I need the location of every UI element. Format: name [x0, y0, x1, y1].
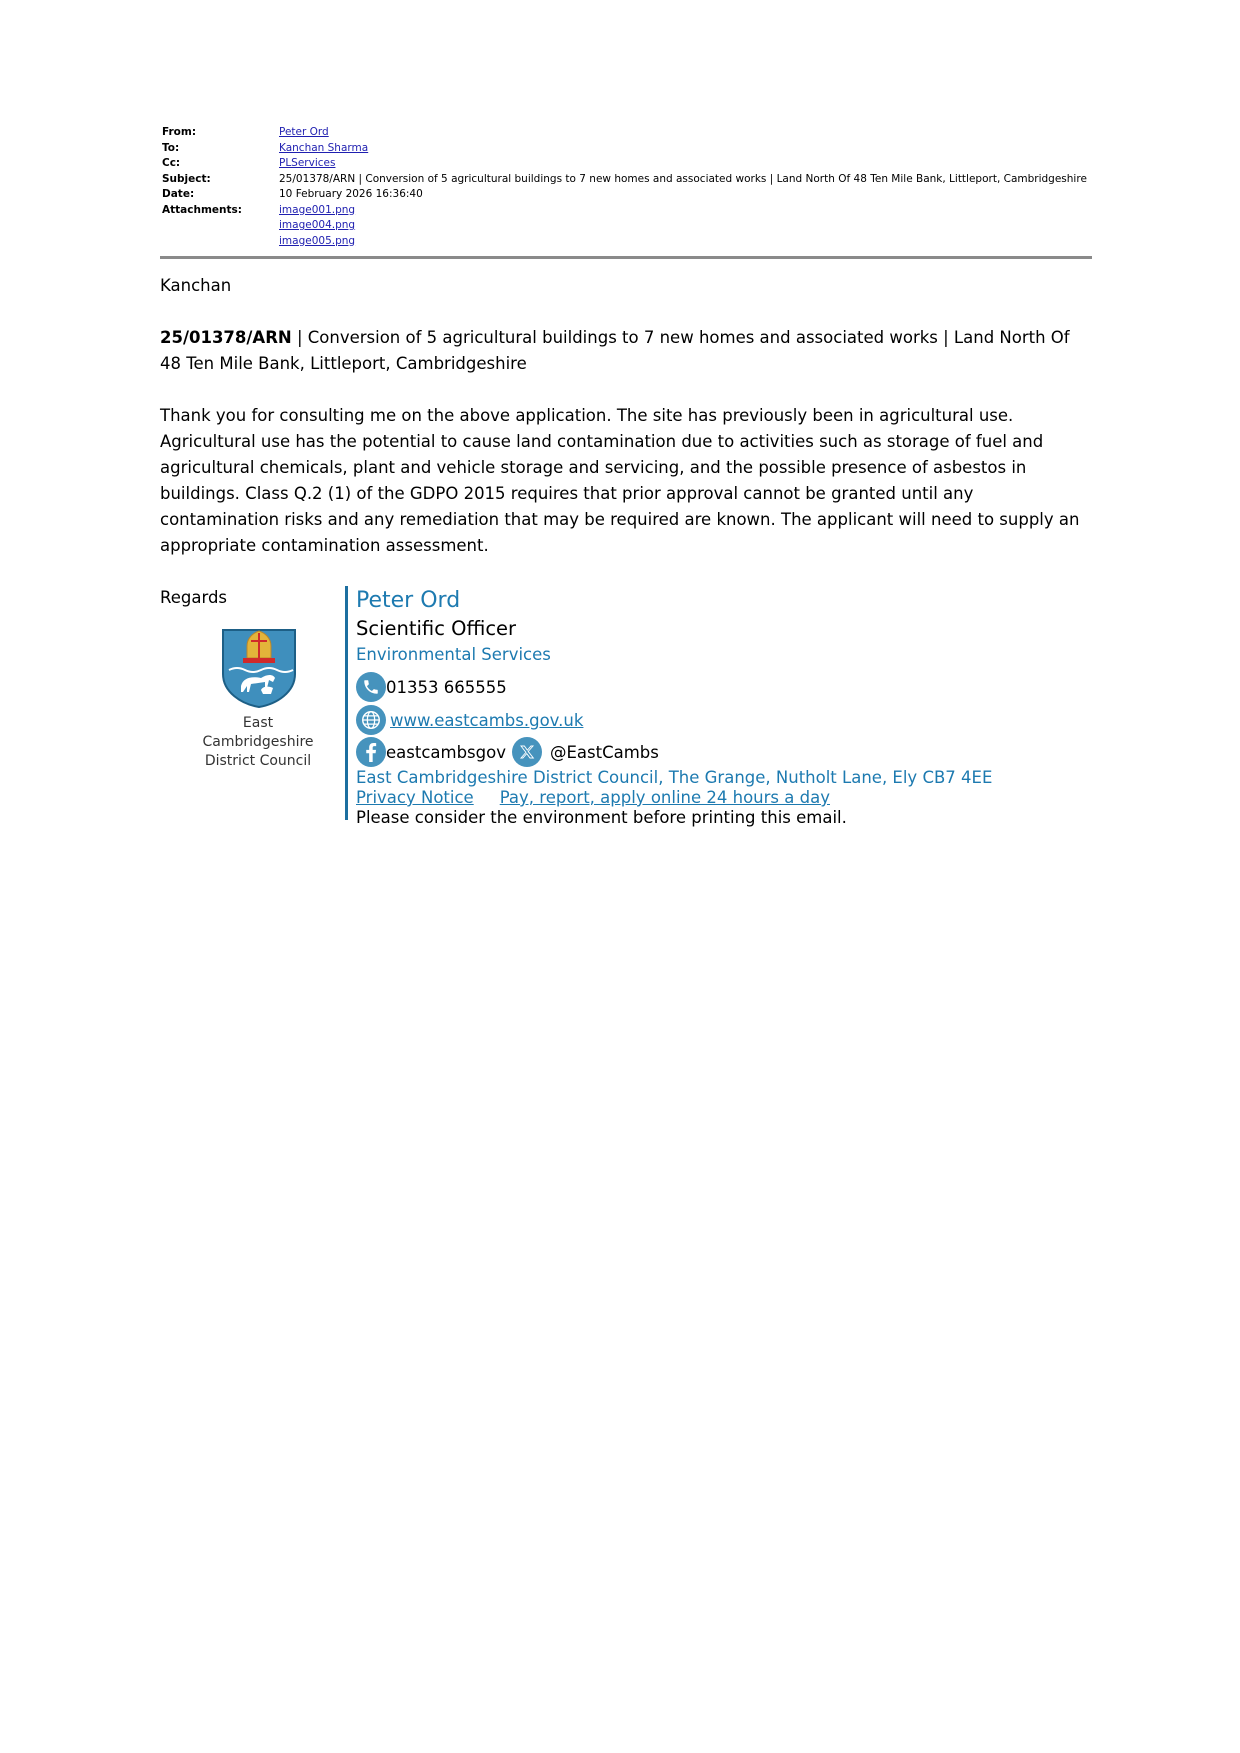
subject-row	[162, 172, 1087, 188]
to-row	[162, 141, 1082, 157]
from-link[interactable]: Peter Ord	[279, 126, 329, 138]
council-logo	[188, 628, 328, 769]
date-row	[162, 187, 1082, 203]
subject-label: Subject:	[162, 172, 211, 185]
from-row	[162, 125, 1082, 141]
signature-phone	[356, 670, 1116, 704]
phone-number: 01353 665555	[386, 677, 507, 697]
from-label: From:	[162, 126, 197, 138]
signature-links	[356, 788, 1116, 808]
environment-note: Please consider the environment before printing this email.	[356, 808, 847, 827]
reference-description: | Conversion of 5 agricultural buildings to 7 new homes and associated works | Land North Of 48 Ten Mile Bank, Littleport, Cambridgeshire	[160, 328, 1070, 373]
facebook-icon[interactable]	[356, 737, 386, 767]
phone-icon	[356, 672, 386, 702]
council-name	[188, 714, 328, 771]
twitter-handle: @EastCambs	[550, 742, 659, 762]
cc-label: Cc:	[162, 157, 181, 169]
to-label: To:	[162, 141, 180, 154]
council-name-line2: District Council	[204, 753, 312, 769]
email-header	[162, 125, 1087, 249]
email-body	[160, 273, 1095, 611]
application-reference	[160, 325, 1095, 377]
cc-link[interactable]: PLServices	[279, 157, 336, 169]
council-crest-icon	[221, 628, 297, 708]
greeting: Kanchan	[160, 276, 232, 295]
online-services-link[interactable]: Pay, report, apply online 24 hours a day	[499, 788, 830, 807]
attachment-link[interactable]: image004.png	[279, 219, 356, 231]
body-paragraph: Thank you for consulting me on the above application. The site has previously been in agricultural use. Agricultural use has the potential to cause land contamination due to activities such as storage of fuel and agricultural chemicals, plant and vehicle storage and servicing, and the possible presence of asbestos in buildings. Class Q.2 (1) of the GDPO 2015 requires that prior approval cannot be granted until any contamination risks and any remediation that may be required are known. The applicant will need to supply an appropriate contamination assessment.	[160, 406, 1080, 555]
attachment-link[interactable]: image001.png	[279, 203, 356, 216]
signature-divider	[345, 586, 348, 820]
closing: Regards	[160, 588, 228, 607]
signature-name: Peter Ord	[356, 588, 461, 613]
signature-social	[356, 736, 1116, 768]
attachments-label: Attachments:	[162, 203, 242, 216]
date-label: Date:	[162, 188, 195, 200]
website-link[interactable]: www.eastcambs.gov.uk	[390, 710, 584, 730]
signature-address: East Cambridgeshire District Council, The Grange, Nutholt Lane, Ely CB7 4EE	[356, 768, 993, 787]
signature-title: Scientific Officer	[356, 617, 517, 640]
subject-value: 25/01378/ARN | Conversion of 5 agricultural buildings to 7 new homes and associated works | Land North Of 48 Ten Mile Bank, Littleport, Cambridgeshire	[279, 172, 1087, 185]
council-name-line1: East Cambridgeshire	[202, 715, 314, 750]
to-link[interactable]: Kanchan Sharma	[279, 141, 369, 154]
x-twitter-icon[interactable]	[512, 737, 542, 767]
cc-row	[162, 156, 1082, 172]
email-signature	[356, 586, 1116, 828]
globe-icon	[356, 705, 386, 735]
signature-department: Environmental Services	[356, 645, 551, 664]
attachment-link[interactable]: image005.png	[279, 234, 356, 247]
header-divider	[160, 256, 1092, 259]
attachments-row	[162, 203, 1082, 250]
reference-number: 25/01378/ARN	[160, 328, 292, 347]
facebook-handle: eastcambsgov	[386, 742, 506, 762]
date-value: 10 February 2026 16:36:40	[279, 188, 423, 200]
signature-website	[356, 704, 1116, 736]
privacy-notice-link[interactable]: Privacy Notice	[356, 788, 474, 807]
